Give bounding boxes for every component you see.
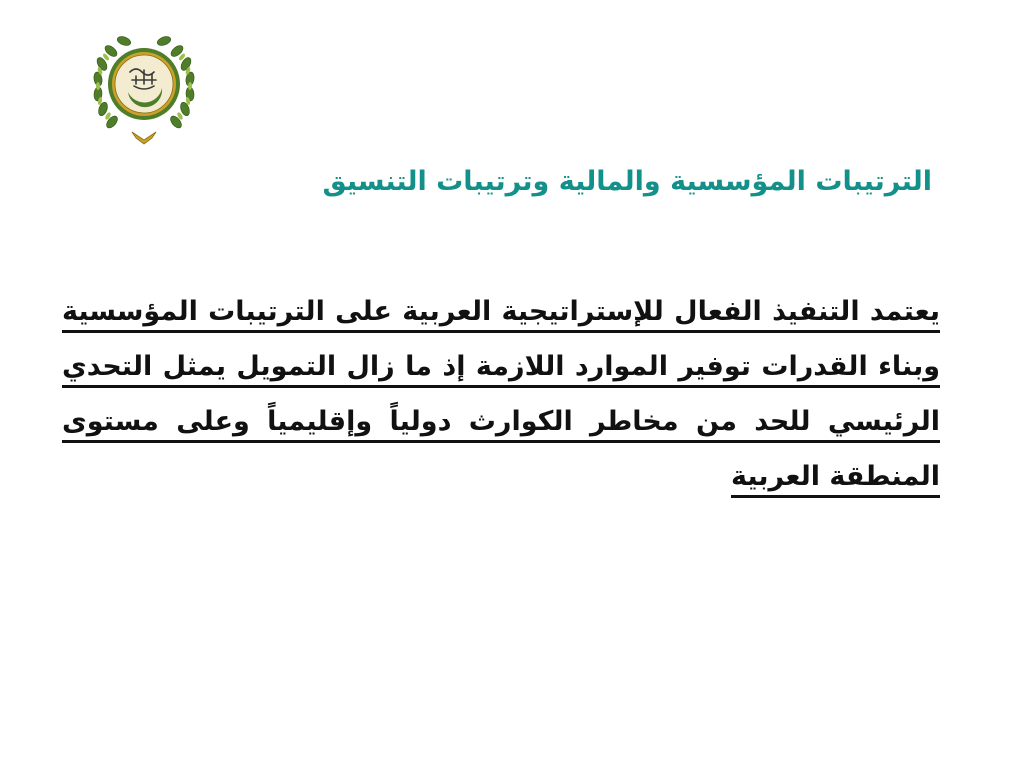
slide-title: الترتيبات المؤسسية والمالية وترتيبات التنسيق — [322, 166, 932, 197]
body-paragraph: يعتمد التنفيذ الفعال للإستراتيجية العربية على الترتيبات المؤسسية وبناء القدرات توفير الموارد اللازمة إذ ما زال التمويل يمثل التحدي الرئيسي للحد من مخاطر الكوارث دولياً وإقليمياً وعلى مستوى المنطقة العربية — [62, 296, 940, 492]
arab-league-emblem-icon — [84, 26, 204, 148]
